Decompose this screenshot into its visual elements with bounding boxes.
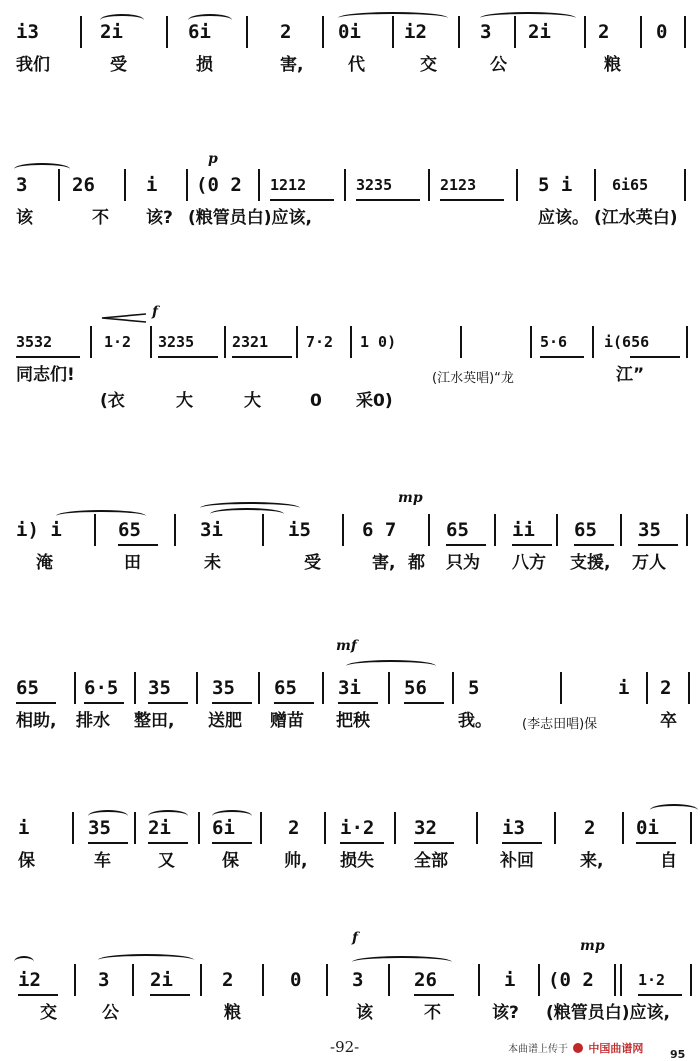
bar-line: [686, 514, 688, 546]
note-cell: 1 0): [360, 333, 397, 351]
lyric-word: 都: [408, 553, 425, 573]
note-cell: i·2: [340, 817, 375, 839]
note-cell: 1·2: [638, 971, 666, 989]
bar-line: [476, 812, 478, 844]
note-cell: 65: [16, 677, 39, 699]
score-system-3: [0, 304, 700, 422]
lyric-word: 排水: [76, 711, 110, 731]
bar-line: [478, 964, 480, 996]
note-cell: ii: [512, 519, 535, 541]
note-cell: 2i: [528, 21, 551, 43]
note-cell: 7·2: [306, 333, 334, 351]
beam-line: [88, 842, 128, 844]
note-cell: 2i: [150, 969, 173, 991]
beam-line: [540, 356, 584, 358]
beam-line: [574, 544, 614, 546]
beam-line: [512, 544, 552, 546]
note-cell: 65: [574, 519, 597, 541]
slur-mark: [88, 810, 128, 822]
note-cell: 2: [222, 969, 234, 991]
beam-line: [84, 702, 124, 704]
beam-line: [212, 842, 252, 844]
bar-line: [90, 326, 92, 358]
notes-row: [0, 668, 700, 704]
slur-mark: [56, 510, 146, 522]
note-cell: 3: [98, 969, 110, 991]
bar-line: [224, 326, 226, 358]
beam-line: [16, 702, 56, 704]
bar-line: [620, 514, 622, 546]
note-cell: 35: [638, 519, 661, 541]
bar-line: [690, 812, 692, 844]
beam-line: [340, 842, 384, 844]
lyric-word: 该?: [492, 1003, 519, 1023]
note-cell: 3: [480, 21, 492, 43]
dynamic-mark: mp: [580, 938, 605, 954]
bar-line: [458, 16, 460, 48]
bar-line: [592, 326, 594, 358]
note-cell: 3: [352, 969, 364, 991]
lyric-word: 保: [18, 851, 35, 871]
beam-line: [212, 702, 252, 704]
bar-line: [686, 326, 688, 358]
notes-row: [0, 808, 700, 844]
beam-line: [158, 356, 218, 358]
lyric-word: 八方: [512, 553, 546, 573]
bar-line: [198, 812, 200, 844]
note-cell: 35: [212, 677, 235, 699]
lyric-word: 同志们!: [16, 365, 75, 385]
note-cell: 6·5: [84, 677, 119, 699]
lyric-word: 0: [310, 391, 322, 411]
lyric-word: 只为: [446, 553, 480, 573]
note-cell: 2: [288, 817, 300, 839]
lyric-word: 交: [40, 1003, 57, 1023]
lyric-word: 相助,: [16, 711, 57, 731]
lyric-word: 支援,: [570, 553, 611, 573]
note-cell: 2i: [148, 817, 171, 839]
beam-line: [118, 544, 158, 546]
lyric-word: (粮管员白)应该,: [188, 208, 312, 228]
lyric-word: 粮: [224, 1003, 241, 1023]
dynamic-mark: p: [208, 151, 218, 167]
note-cell: 6i: [212, 817, 235, 839]
beam-line: [274, 702, 314, 704]
note-cell: 5 i: [538, 174, 573, 196]
lyric-word: 害,: [372, 553, 396, 573]
bar-line: [556, 514, 558, 546]
notes-row: [0, 960, 700, 996]
lyric-word: 损: [196, 55, 213, 75]
lyric-word: 帅,: [284, 851, 308, 871]
note-cell: 35: [88, 817, 111, 839]
site-logo-icon: [573, 1043, 583, 1053]
bar-line: [258, 169, 260, 201]
beam-line: [414, 994, 454, 996]
beam-line: [18, 994, 58, 996]
bar-line: [428, 514, 430, 546]
lyric-word: 不: [92, 208, 109, 228]
bar-line: [684, 169, 686, 201]
beam-line: [638, 544, 678, 546]
beam-line: [16, 356, 80, 358]
note-cell: i: [504, 969, 516, 991]
lyric-word: 自: [660, 851, 677, 871]
lyric-word: 大: [244, 391, 261, 411]
bar-line: [166, 16, 168, 48]
page-number: -92-: [330, 1038, 360, 1056]
bar-line: [584, 16, 586, 48]
bar-line: [200, 964, 202, 996]
bar-line: [690, 964, 692, 996]
bar-line: [296, 326, 298, 358]
bar-line: [688, 672, 690, 704]
beam-line: [232, 356, 292, 358]
note-cell: 2: [598, 21, 610, 43]
note-cell: 0: [656, 21, 668, 43]
slur-mark: [14, 956, 34, 968]
bar-line: [342, 514, 344, 546]
bar-line: [538, 964, 540, 996]
lyric-word: (粮管员白)应该,: [546, 1003, 670, 1023]
beam-line: [502, 842, 542, 844]
slur-mark: [100, 14, 144, 26]
slur-mark: [346, 660, 436, 672]
corner-page-number: 95: [670, 1048, 686, 1061]
bar-line: [560, 672, 562, 704]
lyric-word: 公: [102, 1003, 119, 1023]
slur-mark: [352, 956, 452, 968]
bar-line: [324, 812, 326, 844]
note-cell: 2321: [232, 333, 269, 351]
lyric-word: 应该。: [538, 208, 589, 228]
lyric-word: 送肥: [208, 711, 242, 731]
dynamic-mark: mf: [336, 638, 357, 654]
beam-line: [446, 544, 486, 546]
bar-line: [640, 16, 642, 48]
score-system-4: [0, 490, 700, 590]
note-cell: 6i: [188, 21, 211, 43]
lyric-word: 田: [124, 553, 141, 573]
note-cell: 6 7: [362, 519, 397, 541]
lyric-word: 补回: [500, 851, 534, 871]
note-cell: 2i: [100, 21, 123, 43]
note-cell: i2: [18, 969, 41, 991]
bar-line: [452, 672, 454, 704]
bar-line: [72, 812, 74, 844]
dynamic-mark: f: [152, 304, 159, 320]
note-cell: 56: [404, 677, 427, 699]
note-cell: 26: [414, 969, 437, 991]
bar-line: [132, 964, 134, 996]
beam-line: [148, 702, 188, 704]
note-cell: 65: [274, 677, 297, 699]
lyric-word: 该?: [146, 208, 173, 228]
lyric-word: 大: [176, 391, 193, 411]
note-cell: 0i: [338, 21, 361, 43]
bar-line: [174, 514, 176, 546]
slur-mark: [14, 163, 70, 175]
bar-line: [344, 169, 346, 201]
bar-line: [594, 169, 596, 201]
score-system-6: [0, 808, 700, 888]
lyric-word: 损失: [340, 851, 374, 871]
note-cell: i3: [16, 21, 39, 43]
score-system-2: [0, 151, 700, 245]
notes-row: [0, 165, 700, 201]
lyric-word: 淹: [36, 553, 53, 573]
bar-line: [460, 326, 462, 358]
dynamic-mark: mp: [398, 490, 423, 506]
beam-line: [150, 994, 190, 996]
score-system-1: [0, 12, 700, 92]
note-cell: i5: [288, 519, 311, 541]
bar-line: [394, 812, 396, 844]
bar-line: [622, 812, 624, 844]
beam-line: [636, 842, 676, 844]
beam-line: [638, 994, 682, 996]
note-cell: i) i: [16, 519, 62, 541]
upload-credit: [508, 1040, 643, 1056]
note-cell: 5: [468, 677, 480, 699]
score-system-5: [0, 638, 700, 748]
note-cell: 3i: [338, 677, 361, 699]
bar-line: [684, 16, 686, 48]
note-cell: 2: [660, 677, 672, 699]
note-cell: i(656: [604, 333, 650, 351]
bar-line: [322, 16, 324, 48]
slur-mark: [188, 14, 232, 26]
bar-line: [246, 16, 248, 48]
note-cell: 6i65: [612, 176, 649, 194]
beam-line: [404, 702, 444, 704]
bar-line: [530, 326, 532, 358]
lyric-word: 来,: [580, 851, 604, 871]
notes-row: [0, 12, 700, 48]
bar-line: [150, 326, 152, 358]
slur-mark: [210, 508, 284, 520]
bar-line: [260, 812, 262, 844]
bar-line: [124, 169, 126, 201]
beam-line: [338, 702, 378, 704]
lyric-word: 该: [16, 208, 33, 228]
slur-mark: [148, 810, 188, 822]
bar-line: [322, 672, 324, 704]
note-cell: 3235: [356, 176, 393, 194]
note-cell: 1212: [270, 176, 307, 194]
bar-line: [262, 964, 264, 996]
beam-line: [630, 356, 680, 358]
note-cell: 65: [446, 519, 469, 541]
bar-line: [74, 672, 76, 704]
slur-mark: [480, 12, 576, 24]
note-cell: 2: [584, 817, 596, 839]
note-cell: 3532: [16, 333, 53, 351]
lyric-word: 不: [424, 1003, 441, 1023]
bar-line: [388, 964, 390, 996]
lyric-word: 受: [304, 553, 321, 573]
lyric-word: 江”: [616, 365, 645, 385]
note-cell: 3i: [200, 519, 223, 541]
slur-mark: [650, 804, 698, 816]
lyric-word: 把秧: [336, 711, 370, 731]
note-cell: 35: [148, 677, 171, 699]
bar-line: [428, 169, 430, 201]
note-cell: 32: [414, 817, 437, 839]
beam-line: [440, 199, 504, 201]
note-cell: 3235: [158, 333, 195, 351]
slur-mark: [338, 12, 448, 24]
note-cell: 0: [290, 969, 302, 991]
note-cell: 3: [16, 174, 28, 196]
lyric-word: (江水英白): [594, 208, 678, 228]
lyric-word: (江水英唱)“龙: [432, 371, 514, 386]
bar-line: [80, 16, 82, 48]
note-cell: 1·2: [104, 333, 132, 351]
note-cell: 0i: [636, 817, 659, 839]
lyric-word: 害,: [280, 55, 304, 75]
lyric-word: 我们: [16, 55, 50, 75]
note-cell: i: [146, 174, 158, 196]
site-brand: 中国曲谱网: [588, 1042, 644, 1055]
bar-line: [614, 964, 616, 996]
lyric-word: 又: [158, 851, 175, 871]
crescendo-mark: [100, 308, 148, 318]
beam-line: [414, 842, 454, 844]
bar-line: [554, 812, 556, 844]
bar-line: [186, 169, 188, 201]
lyric-word: 全部: [414, 851, 448, 871]
note-cell: 2123: [440, 176, 477, 194]
note-cell: (0 2: [196, 174, 242, 196]
notes-row: [0, 510, 700, 546]
lyric-word: (李志田唱)保: [522, 717, 598, 732]
lyric-word: 交: [420, 55, 437, 75]
lyric-word: 该: [356, 1003, 373, 1023]
note-cell: i: [18, 817, 30, 839]
bar-line: [134, 812, 136, 844]
note-cell: 65: [118, 519, 141, 541]
dynamic-mark: f: [352, 930, 359, 946]
lyric-word: 受: [110, 55, 127, 75]
bar-line: [134, 672, 136, 704]
lyric-word: 卒: [660, 711, 677, 731]
note-cell: 5·6: [540, 333, 568, 351]
lyric-word: 万人: [632, 553, 666, 573]
lyric-word: 粮: [604, 55, 621, 75]
note-cell: 2: [280, 21, 292, 43]
score-system-7: [0, 930, 700, 1040]
bar-line: [74, 964, 76, 996]
lyric-word: 采0): [356, 391, 393, 411]
slur-mark: [98, 954, 194, 966]
note-cell: 26: [72, 174, 95, 196]
lyric-word: (衣: [100, 391, 125, 411]
notes-row: [0, 322, 700, 358]
beam-line: [148, 842, 188, 844]
bar-line: [646, 672, 648, 704]
beam-line: [270, 199, 334, 201]
bar-line: [326, 964, 328, 996]
lyric-word: 公: [490, 55, 507, 75]
bar-line: [388, 672, 390, 704]
note-cell: (0 2: [548, 969, 594, 991]
lyric-word: 未: [204, 553, 221, 573]
note-cell: i2: [404, 21, 427, 43]
bar-line: [350, 326, 352, 358]
lyric-word: 赠苗: [270, 711, 304, 731]
lyric-word: 我。: [458, 711, 492, 731]
beam-line: [356, 199, 420, 201]
note-cell: i3: [502, 817, 525, 839]
lyric-word: 保: [222, 851, 239, 871]
bar-line: [516, 169, 518, 201]
bar-line: [620, 964, 622, 996]
credit-text: 本曲谱上传于: [508, 1044, 568, 1055]
bar-line: [494, 514, 496, 546]
lyric-word: 车: [94, 851, 111, 871]
lyric-word: 代: [348, 55, 365, 75]
bar-line: [196, 672, 198, 704]
note-cell: i: [618, 677, 630, 699]
bar-line: [258, 672, 260, 704]
slur-mark: [212, 810, 252, 822]
lyric-word: 整田,: [134, 711, 175, 731]
